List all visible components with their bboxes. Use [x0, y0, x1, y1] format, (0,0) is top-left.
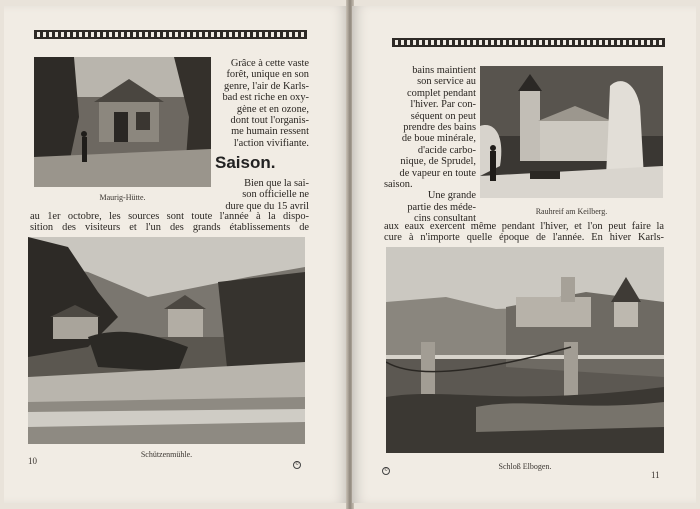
- full-width-text-right: [384, 221, 664, 244]
- text-line: de boue minérale,: [401, 133, 476, 145]
- page-number-right: 11: [651, 470, 660, 480]
- copyright-mark-right: ©: [382, 467, 390, 475]
- right-column-text-block: [384, 65, 476, 225]
- text-line: bains maintient: [412, 65, 476, 76]
- text-line: complet pendant: [407, 87, 476, 99]
- photo-schuetzenmuehle: [28, 237, 305, 444]
- text-line: l'hiver. Par con-: [410, 99, 476, 111]
- copyright-mark-left: ©: [293, 461, 301, 469]
- text-line: d'acide carbo-: [417, 144, 476, 156]
- text-line: bad est riche en oxy-: [222, 92, 309, 104]
- text-line: dont tout l'organis-: [230, 115, 309, 127]
- text-line: Grâce à cette vaste: [230, 58, 309, 69]
- text-line: cins consultant: [413, 213, 476, 225]
- photo-rauhreif-am-keilberg: [480, 66, 663, 198]
- text-line: gène et en ozone,: [236, 103, 309, 115]
- text-line: séquent on peut: [410, 110, 476, 122]
- text-line: saison.: [384, 179, 413, 191]
- text-line: dure que du 15 avril: [225, 200, 309, 212]
- caption-schuetzenmuehle: Schützenmühle.: [140, 450, 193, 459]
- text-line: l'action vivifiante.: [233, 137, 309, 149]
- text-line: prendre des bains: [403, 122, 476, 134]
- intro-text-block: [213, 58, 309, 149]
- text-line: aux eaux exercent même pendant l'hiver, et l'on peut faire la: [384, 221, 664, 232]
- ornament-border-left: [34, 30, 307, 39]
- text-line: sition des visiteurs et l'un des grands établissements de: [30, 222, 309, 234]
- photo-schloss-elbogen: [386, 247, 664, 453]
- section-heading-saison: Saison.: [215, 153, 276, 172]
- caption-schloss-elbogen: Schloß Elbogen.: [498, 462, 552, 471]
- text-line: cure à n'importe quelle époque de l'année. En hiver Karls-: [384, 232, 664, 244]
- text-line: son service au: [417, 76, 476, 88]
- text-line: Bien que la sai-: [244, 178, 309, 189]
- saison-text-block: [213, 178, 309, 212]
- text-line: me humain ressent: [231, 126, 309, 138]
- text-line: nique, de Sprudel,: [400, 156, 476, 168]
- text-line: forêt, unique en son: [226, 69, 309, 81]
- caption-rauhreif-am-keilberg: Rauhreif am Keilberg.: [535, 207, 608, 216]
- text-line: de vapeur en toute: [399, 167, 476, 179]
- full-width-text-left: [30, 211, 309, 234]
- photo-maurig-huette: [34, 57, 211, 187]
- text-line: Une grande: [427, 190, 476, 202]
- text-line: au 1er octobre, les sources sont toute l'année à la dispo-: [30, 211, 309, 222]
- ornament-border-right: [392, 38, 665, 47]
- text-line: partie des méde-: [407, 201, 476, 213]
- text-line: genre, l'air de Karls-: [224, 80, 309, 92]
- caption-maurig-huette: Maurig-Hütte.: [99, 193, 146, 202]
- page-number-left: 10: [28, 456, 37, 466]
- text-line: son officielle ne: [242, 189, 309, 201]
